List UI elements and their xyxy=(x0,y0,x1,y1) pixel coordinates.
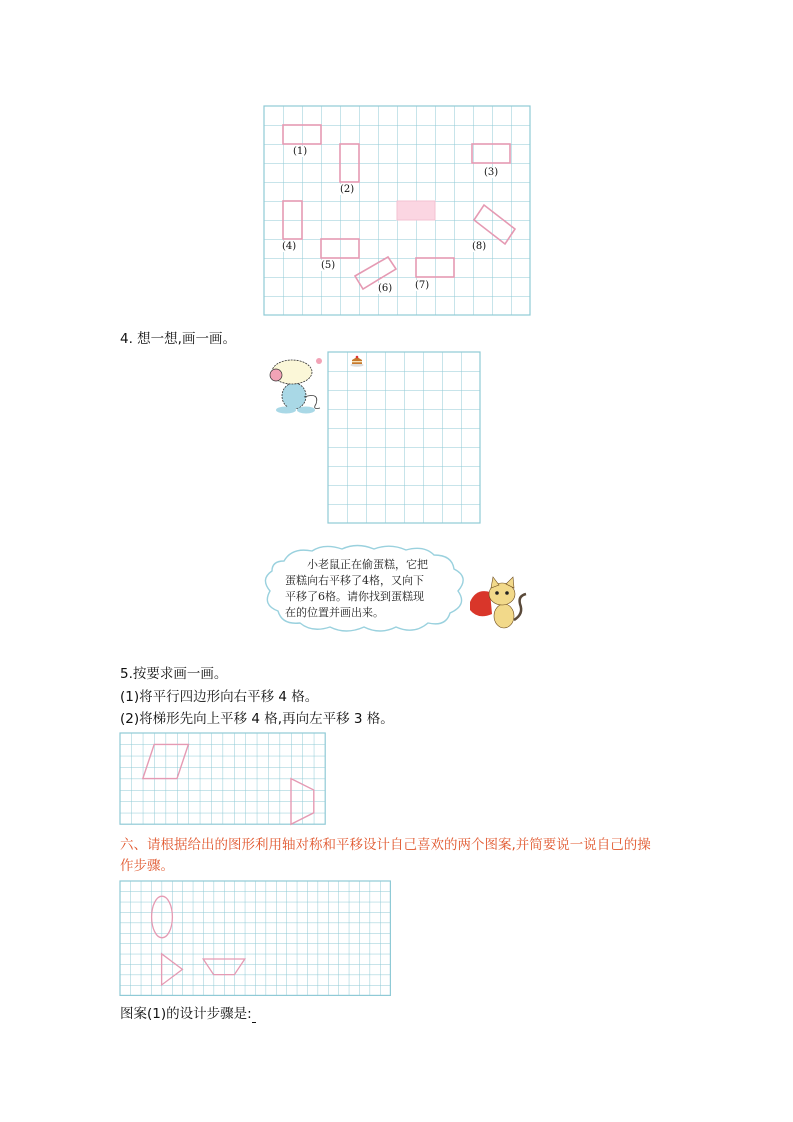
label-8: (8) xyxy=(472,241,487,252)
label-2: (2) xyxy=(340,184,355,195)
bubble-line-1: 小老鼠正在偷蛋糕，它把 xyxy=(307,558,428,571)
section6-grid[interactable] xyxy=(120,881,392,997)
q5-item-1: (1)将平行四边形向右平移 4 格。 xyxy=(120,689,319,705)
q5-title: 5.按要求画一画。 xyxy=(120,666,228,682)
rectangles-figure xyxy=(264,106,530,315)
label-1: (1) xyxy=(293,146,308,157)
cake-grid[interactable] xyxy=(328,352,481,523)
q5-item-2: (2)将梯形先向上平移 4 格,再向左平移 3 格。 xyxy=(120,711,394,727)
bubble-line-3: 平移了6格。请你找到蛋糕现 xyxy=(285,590,424,603)
q5-grid-lines xyxy=(120,733,327,825)
mouse-illustration xyxy=(264,352,324,414)
cat-illustration xyxy=(468,574,532,632)
section6-title-line-1: 六、请根据给出的图形利用轴对称和平移设计自己喜欢的两个图案,并简要说一说自己的操 xyxy=(120,837,651,853)
answer-prompt: 图案(1)的设计步骤是: xyxy=(120,1006,252,1022)
cake-grid-lines xyxy=(328,352,481,523)
bubble-line-4: 在的位置并画出来。 xyxy=(285,606,384,619)
label-4: (4) xyxy=(282,241,297,252)
reference-rectangle xyxy=(397,201,435,220)
label-6: (6) xyxy=(378,283,393,294)
answer-blank[interactable] xyxy=(252,1008,256,1023)
label-3: (3) xyxy=(484,167,499,178)
rectangles-grid xyxy=(264,106,530,315)
label-7: (7) xyxy=(415,280,430,291)
section6-title-line-2: 作步骤。 xyxy=(120,858,174,874)
label-5: (5) xyxy=(321,260,336,271)
bubble-line-2: 蛋糕向右平移了4格，又向下 xyxy=(285,574,424,587)
section6-grid-lines xyxy=(120,881,392,997)
q5-grid[interactable] xyxy=(120,733,327,825)
cake-icon xyxy=(350,355,364,367)
q4-title: 4. 想一想,画一画。 xyxy=(120,331,236,347)
